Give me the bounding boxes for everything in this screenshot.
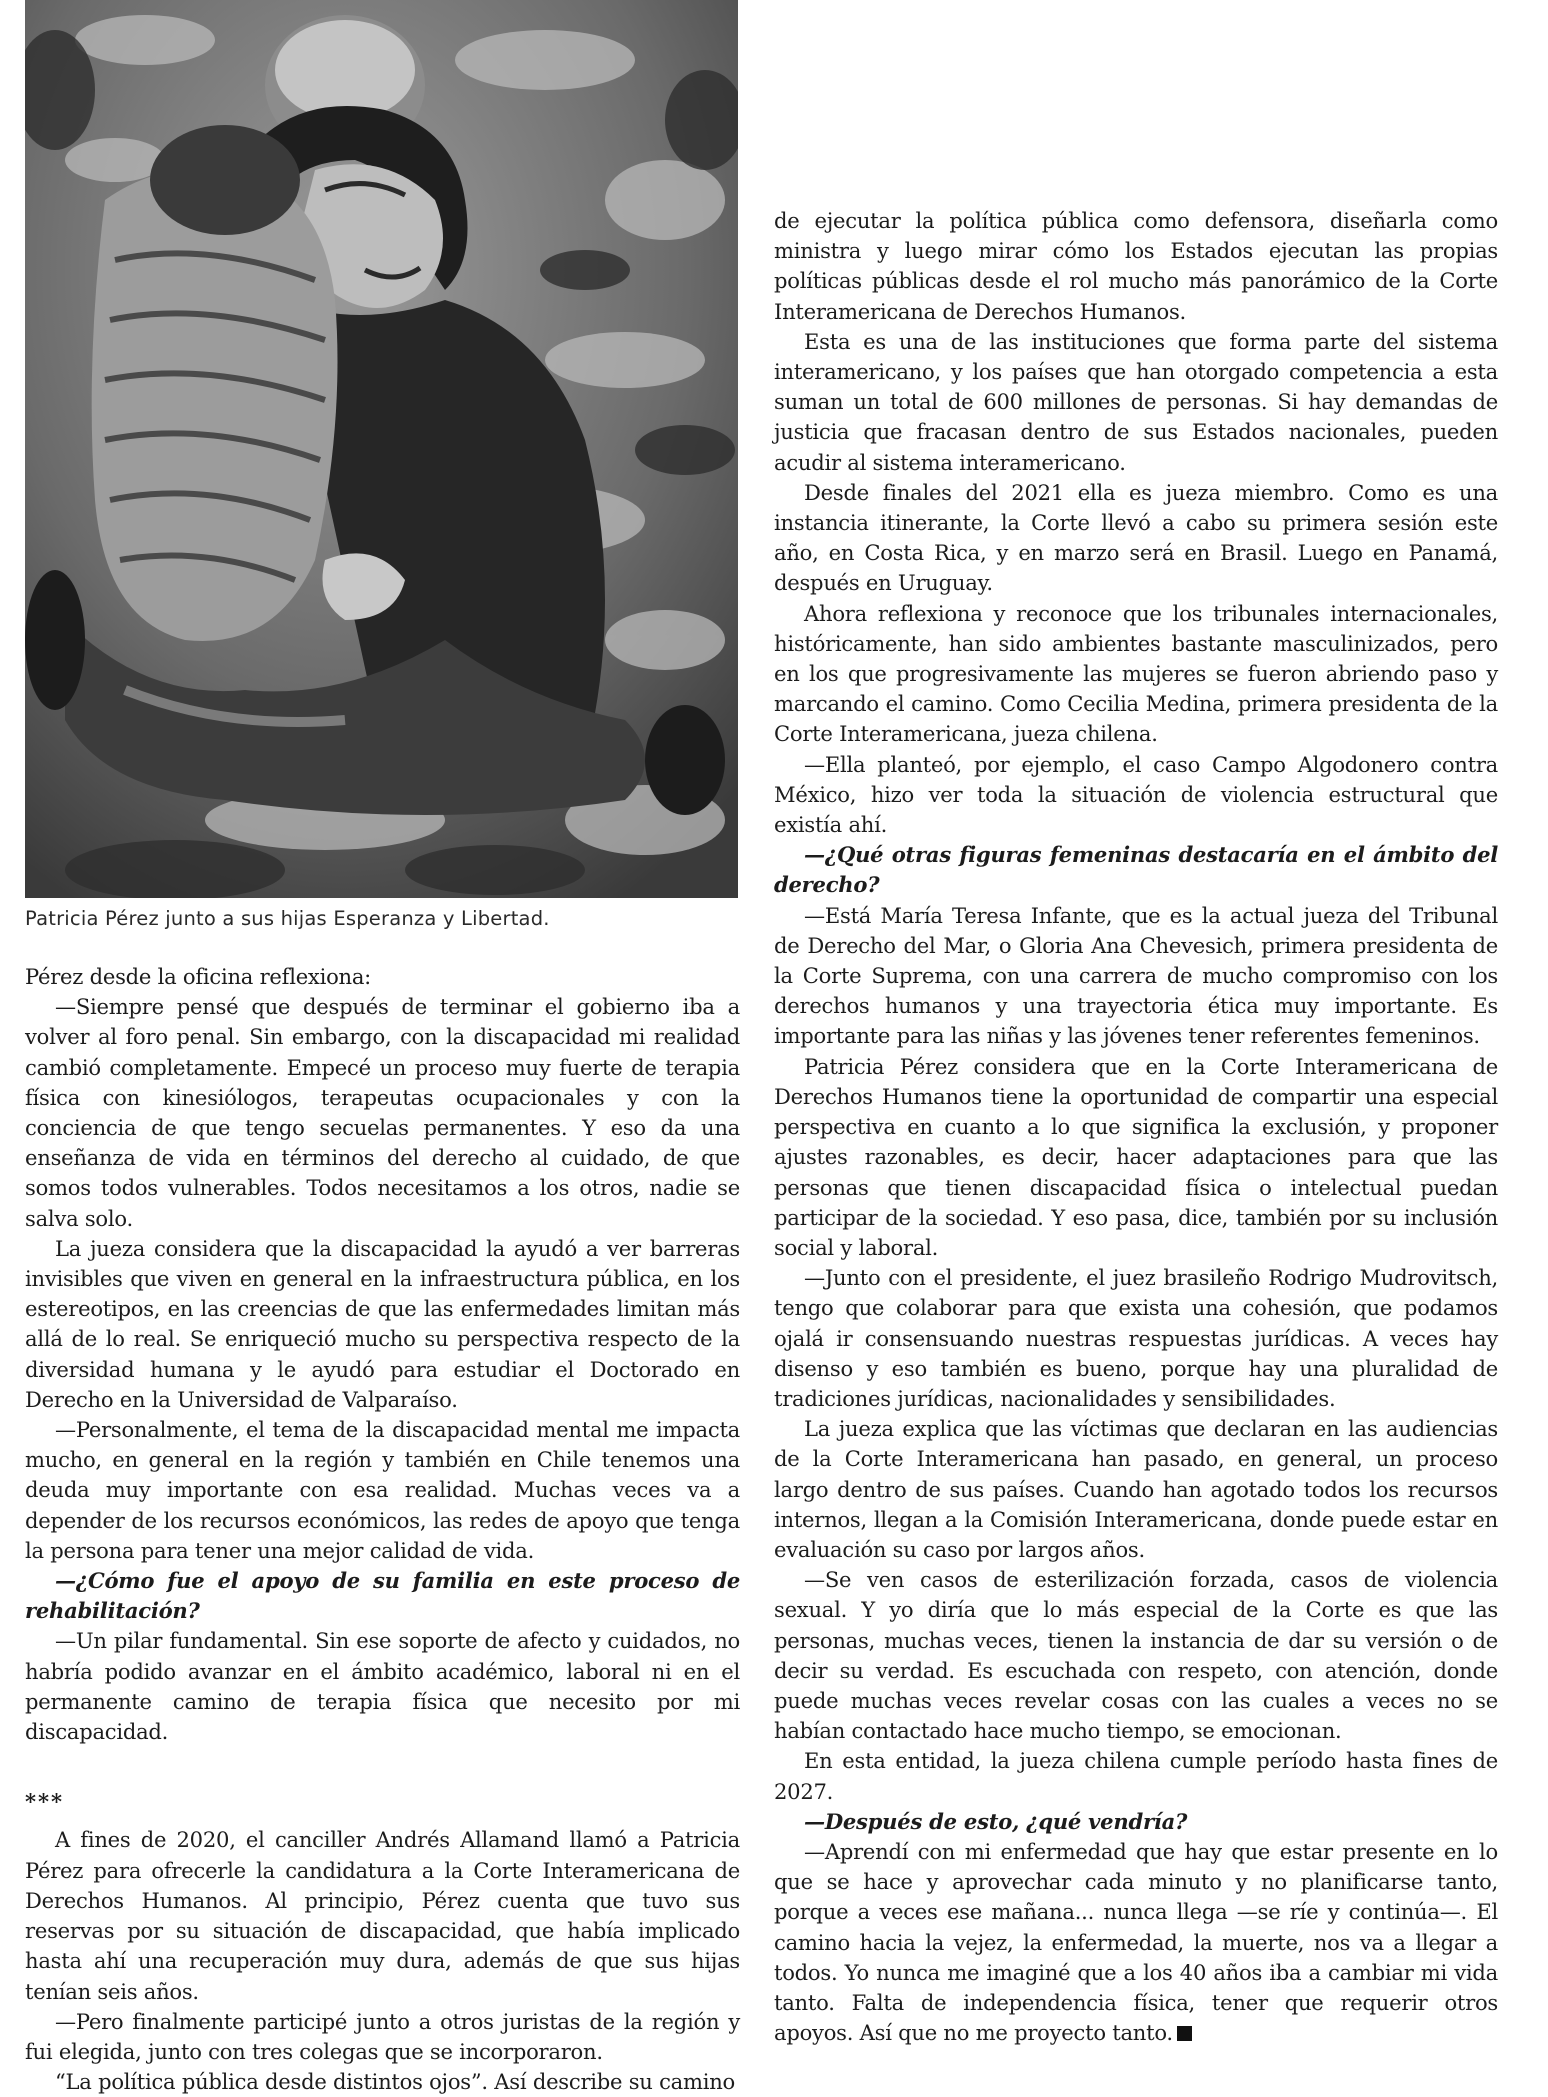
paragraph: La jueza considera que la discapacidad la ayudó a ver barreras invisibles que viven en general en la infraestructura pública, en los estereotipos, en las creencias de que las enfermedades limitan más allá de lo real. Se enriqueció mucho su perspectiva respecto de la diversidad humana y le ayudó para estudiar el Doctorado en Derecho en la Universidad de Valparaíso.: [25, 1235, 740, 1412]
paragraph: de ejecutar la política pública como defensora, diseñarla como ministra y luego mirar cómo los Estados ejecutan las propias políticas públicas desde el rol mucho más panorámico de la Corte Interamericana de Derechos Humanos.: [774, 208, 1498, 324]
paragraph: —Ella planteó, por ejemplo, el caso Campo Algodonero contra México, hizo ver toda la situación de violencia estructural que existía ahí.: [774, 751, 1498, 838]
paragraph: —Personalmente, el tema de la discapacidad mental me impacta mucho, en general en la región y también en Chile tenemos una deuda muy importante con esa realidad. Muchas veces va a depender de los recursos económicos, las redes de apoyo que tenga la persona para tener una mejor calidad de vida.: [25, 1417, 740, 1563]
photo-caption: Patricia Pérez junto a sus hijas Esperanza y Libertad.: [25, 907, 550, 930]
interview-question: —¿Qué otras figuras femeninas destacaría en el ámbito del derecho?: [774, 842, 1498, 898]
paragraph: La jueza explica que las víctimas que declaran en las audiencias de la Corte Interamericana han pasado, en general, un proceso largo dentro de sus países. Cuando han agotado todos los recursos internos, llegan a la Comisión Interamericana, donde puede estar en evaluación su caso por largos años.: [774, 1416, 1498, 1562]
paragraph: A fines de 2020, el canciller Andrés Allamand llamó a Patricia Pérez para ofrecerle la candidatura a la Corte Interamericana de Derechos Humanos. Al principio, Pérez cuenta que tuvo sus reservas por su situación de discapacidad, que había implicado hasta ahí una recuperación muy dura, además de que sus hijas tenían seis años.: [25, 1827, 740, 2004]
paragraph: —Siempre pensé que después de terminar el gobierno iba a volver al foro penal. Sin embargo, con la discapacidad mi realidad cambió completamente. Empecé un proceso muy fuerte de terapia física con kinesiólogos, terapeutas ocupacionales y con la conciencia de que tengo secuelas permanentes. Y eso da una enseñanza de vida en términos del derecho al cuidado, de que somos todos vulnerables. Todos necesitamos a los otros, nadie se salva solo.: [25, 994, 740, 1231]
left-column: [25, 962, 740, 2097]
article-photo: [25, 0, 738, 898]
final-paragraph-text: —Aprendí con mi enfermedad que hay que estar presente en lo que se hace y aprovechar cada minuto y no planificarse tanto, porque a veces ese mañana... nunca llega —se ríe y continúa—. El camino hacia la vejez, la enfermedad, la muerte, nos va a llegar a todos. Yo nunca me imaginé que a los 40 años iba a cambiar mi vida tanto. Falta de independencia física, tener que requerir otros apoyos. Así que no me proyecto tanto.: [774, 1838, 1498, 2046]
paragraph: —Se ven casos de esterilización forzada, casos de violencia sexual. Y yo diría que lo más especial de la Corte es que las personas, muchas veces, tienen la instancia de dar su versión o de decir su verdad. Es escuchada con respeto, con atención, donde puede muchas veces revelar cosas con las cuales a veces no se habían contactado hace mucho tiempo, se emocionan.: [774, 1567, 1498, 1744]
interview-question: —Después de esto, ¿qué vendría?: [804, 1808, 1188, 1834]
paragraph: —Pero finalmente participé junto a otros juristas de la región y fui elegida, junto con tres colegas que se incorporaron.: [25, 2008, 740, 2064]
paragraph: Desde finales del 2021 ella es jueza miembro. Como es una instancia itinerante, la Corte llevó a cabo su primera sesión este año, en Costa Rica, y en marzo será en Brasil. Luego en Panamá, después en Uruguay.: [774, 479, 1498, 596]
photo-illustration: [25, 0, 738, 898]
section-separator: ***: [25, 1789, 65, 1815]
paragraph: Patricia Pérez considera que en la Corte Interamericana de Derechos Humanos tiene la oportunidad de compartir una especial perspectiva en cuanto a lo que significa la exclusión, y proponer ajustes razonables, es decir, hacer adaptaciones para que las personas que tienen discapacidad física o intelectual puedan participar de la sociedad. Y eso pasa, dice, también por su inclusión social y laboral.: [774, 1053, 1498, 1260]
paragraph: —Junto con el presidente, el juez brasileño Rodrigo Mudrovitsch, tengo que colaborar para que exista una cohesión, que podamos ojalá ir consensuando nuestras respuestas jurídicas. A veces hay disenso y eso también es bueno, porque hay una pluralidad de tradiciones jurídicas, nacionalidades y sensibilidades.: [774, 1265, 1498, 1411]
interview-question: —¿Cómo fue el apoyo de su familia en este proceso de rehabilitación?: [25, 1568, 740, 1624]
paragraph: “La política pública desde distintos ojos”. Así describe su camino: [55, 2069, 736, 2095]
paragraph: En esta entidad, la jueza chilena cumple período hasta fines de 2027.: [774, 1748, 1498, 1804]
paragraph: —Un pilar fundamental. Sin ese soporte de afecto y cuidados, no habría podido avanzar en el ámbito académico, laboral ni en el permanente camino de terapia física que necesito por mi discapacidad.: [25, 1628, 740, 1745]
paragraph: —Está María Teresa Infante, que es la actual jueza del Tribunal de Derecho del Mar, o Gloria Ana Chevesich, primera presidenta de la Corte Suprema, con una carrera de mucho compromiso con los derechos humanos y una trayectoria ética muy importante. Es importante para las niñas y las jóvenes tener referentes femeninos.: [774, 902, 1498, 1049]
right-column: [774, 206, 1498, 2048]
end-of-article-square: [1177, 2026, 1192, 2041]
paragraph: Esta es una de las instituciones que forma parte del sistema interamericano, y los países que han otorgado competencia a esta suman un total de 600 millones de personas. Si hay demandas de justicia que fracasan dentro de sus Estados nacionales, pueden acudir al sistema interamericano.: [774, 328, 1498, 475]
paragraph: Pérez desde la oficina reflexiona:: [25, 964, 372, 989]
final-paragraph: [774, 1837, 1498, 2048]
paragraph: Ahora reflexiona y reconoce que los tribunales internacionales, históricamente, han sido ambientes bastante masculinizados, pero en los que progresivamente las mujeres se fueron abriendo paso y marcando el camino. Como Cecilia Medina, primera presidenta de la Corte Interamericana, jueza chilena.: [774, 600, 1498, 747]
